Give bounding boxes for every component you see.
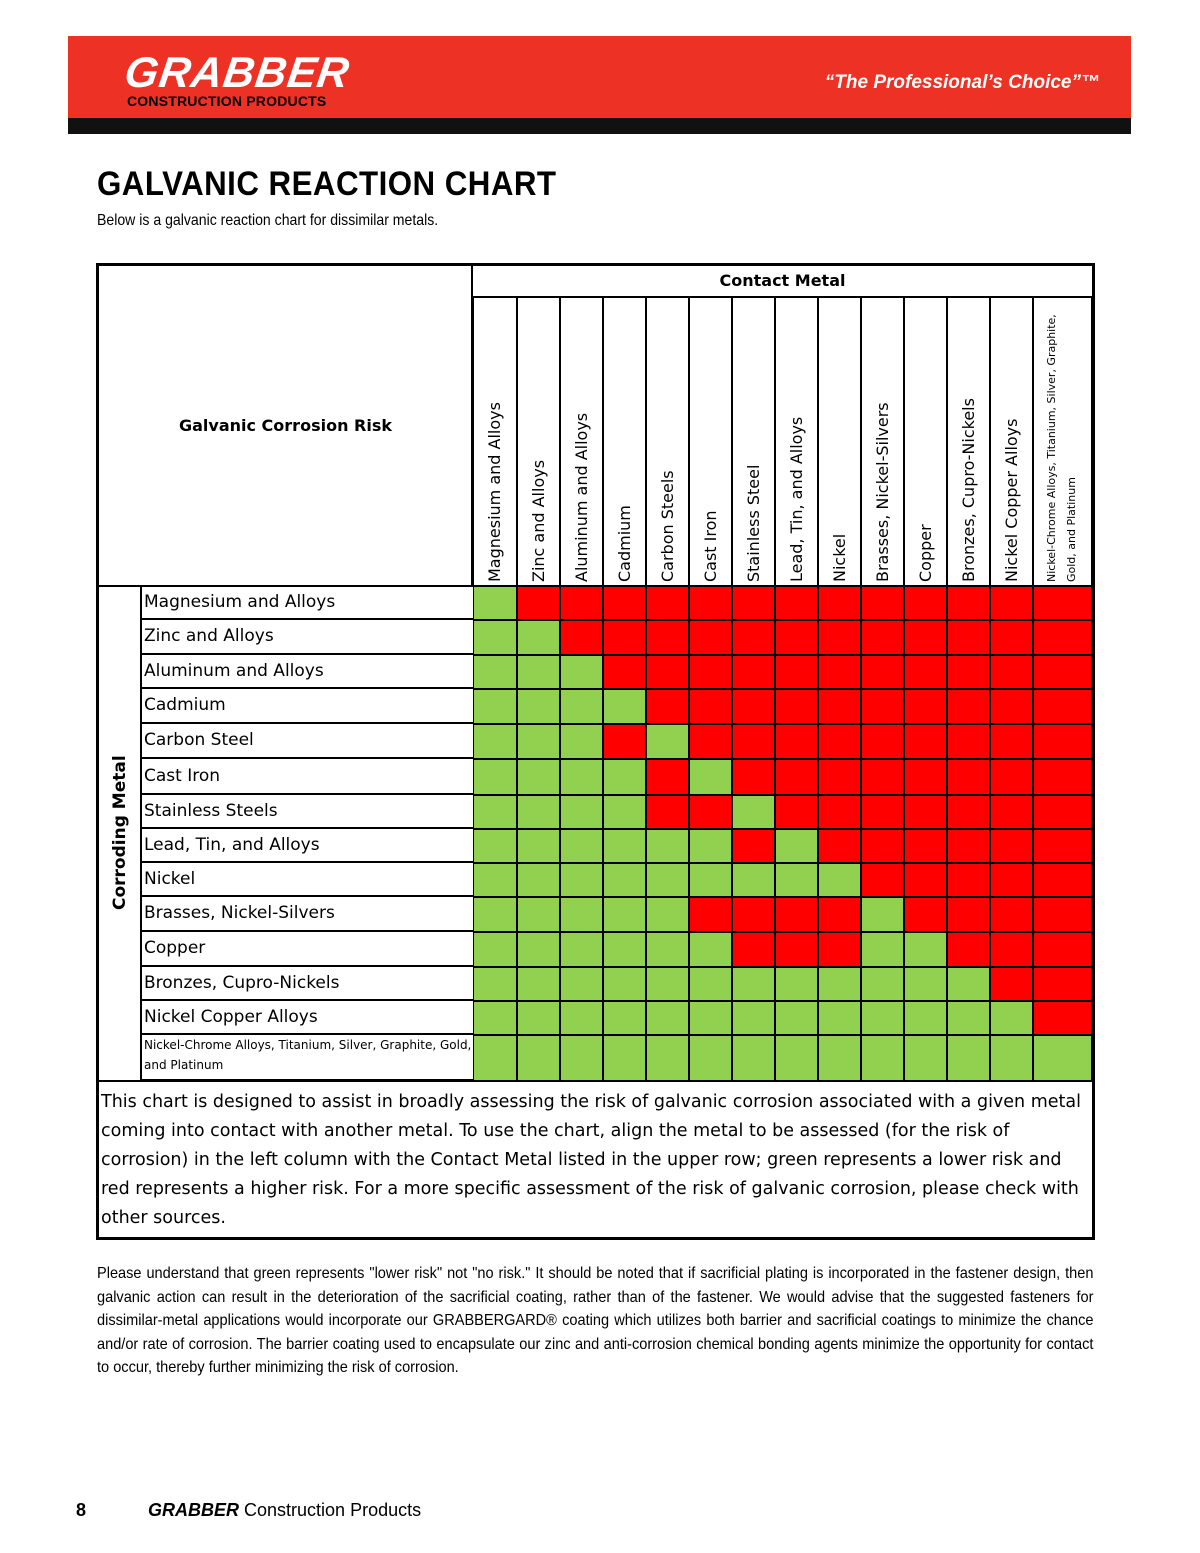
risk-cell-higher <box>689 897 732 932</box>
risk-cell-lower <box>904 932 947 967</box>
risk-cell-higher <box>732 689 775 724</box>
column-divider <box>817 296 819 586</box>
risk-cell-higher <box>904 689 947 724</box>
risk-cell-higher <box>990 863 1033 897</box>
risk-cell-higher <box>818 724 861 759</box>
risk-cell-higher <box>818 897 861 932</box>
risk-cell-higher <box>818 795 861 829</box>
risk-cell-higher <box>818 655 861 689</box>
chart-note: This chart is designed to assist in broadly assessing the risk of galvanic corrosion associated with a given metal coming into contact with another metal. To use the chart, align the metal to be assessed (for the risk of corrosion) in the left column with the Contact Metal listed in the upper row; green represents a lower risk and red represents a higher risk. For a more specific assessment of the risk of galvanic corrosion, please check with other sources. <box>101 1092 1081 1228</box>
brand-name: GRABBER <box>121 49 353 97</box>
risk-cell-higher <box>1033 863 1092 897</box>
page-title: GALVANIC REACTION CHART <box>97 165 557 203</box>
risk-cell-lower <box>861 967 904 1001</box>
risk-cell-higher <box>732 724 775 759</box>
column-header: Cast Iron <box>700 510 720 582</box>
column-divider <box>989 296 991 586</box>
risk-cell-higher <box>732 620 775 655</box>
risk-cell-lower <box>473 795 517 829</box>
risk-cell-lower <box>689 967 732 1001</box>
risk-cell-lower <box>473 897 517 932</box>
risk-cell-higher <box>1033 829 1092 863</box>
risk-cell-lower <box>473 655 517 689</box>
risk-cell-lower <box>560 724 603 759</box>
risk-cell-lower <box>732 795 775 829</box>
page-number: 8 <box>76 1500 87 1520</box>
risk-cell-lower <box>560 863 603 897</box>
risk-cell-lower <box>732 967 775 1001</box>
risk-cell-lower <box>732 1035 775 1081</box>
risk-cell-higher <box>646 655 689 689</box>
risk-cell-lower <box>517 759 560 795</box>
risk-cell-higher <box>775 759 818 795</box>
risk-cell-lower <box>517 1035 560 1081</box>
risk-cell-lower <box>560 932 603 967</box>
risk-cell-lower <box>646 1035 689 1081</box>
column-header: Copper <box>915 524 935 582</box>
risk-cell-higher <box>775 724 818 759</box>
risk-cell-higher <box>560 586 603 620</box>
risk-cell-lower <box>560 897 603 932</box>
risk-cell-lower <box>775 863 818 897</box>
risk-cell-higher <box>904 586 947 620</box>
risk-cell-higher <box>947 795 990 829</box>
risk-cell-higher <box>646 795 689 829</box>
risk-cell-lower <box>861 1001 904 1035</box>
risk-cell-higher <box>1033 655 1092 689</box>
risk-cell-lower <box>861 897 904 932</box>
risk-cell-higher <box>1033 689 1092 724</box>
risk-cell-higher <box>861 829 904 863</box>
risk-cell-higher <box>818 932 861 967</box>
risk-cell-lower <box>775 1001 818 1035</box>
risk-cell-higher <box>990 620 1033 655</box>
risk-cell-higher <box>689 724 732 759</box>
risk-cell-higher <box>603 655 646 689</box>
page-subtitle: Below is a galvanic reaction chart for dissimilar metals. <box>97 212 439 229</box>
column-header: Magnesium and Alloys <box>485 402 504 582</box>
risk-cell-lower <box>517 620 560 655</box>
column-divider <box>1032 296 1034 586</box>
column-header: Lead, Tin, and Alloys <box>786 416 806 582</box>
risk-cell-higher <box>947 689 990 724</box>
risk-cell-higher <box>732 932 775 967</box>
risk-cell-higher <box>689 795 732 829</box>
risk-cell-lower <box>732 1001 775 1035</box>
risk-cell-higher <box>904 795 947 829</box>
risk-cell-lower <box>517 897 560 932</box>
risk-cell-higher <box>775 932 818 967</box>
risk-cell-higher <box>990 759 1033 795</box>
risk-cell-lower <box>904 1001 947 1035</box>
risk-cell-lower <box>560 1035 603 1081</box>
column-divider <box>688 296 690 586</box>
risk-cell-higher <box>947 829 990 863</box>
risk-cell-higher <box>1033 759 1092 795</box>
risk-cell-higher <box>861 620 904 655</box>
corroding-column-divider <box>140 586 142 1081</box>
risk-cell-lower <box>517 724 560 759</box>
risk-cell-lower <box>473 586 517 620</box>
column-header: Bronzes, Cupro-Nickels <box>958 398 978 582</box>
risk-cell-lower <box>560 655 603 689</box>
row-header: Nickel-Chrome Alloys, Titanium, Silver, Graphite, Gold, and Platinum <box>141 1035 473 1081</box>
risk-cell-lower <box>603 1001 646 1035</box>
risk-cell-lower <box>646 897 689 932</box>
risk-cell-lower <box>904 967 947 1001</box>
risk-cell-lower <box>861 932 904 967</box>
column-divider <box>645 296 647 586</box>
risk-cell-higher <box>904 759 947 795</box>
risk-cell-lower <box>646 724 689 759</box>
risk-cell-lower <box>473 724 517 759</box>
risk-cell-lower <box>775 1035 818 1081</box>
risk-cell-higher <box>947 863 990 897</box>
row-header: Copper <box>141 932 473 967</box>
risk-cell-lower <box>732 863 775 897</box>
risk-cell-higher <box>603 586 646 620</box>
risk-cell-lower <box>689 1035 732 1081</box>
footer-brand-name: GRABBER <box>148 1500 240 1520</box>
risk-cell-higher <box>947 620 990 655</box>
column-divider <box>602 296 604 586</box>
risk-cell-higher <box>1033 897 1092 932</box>
column-header: Cadmium <box>614 505 634 582</box>
header-bottom-line <box>99 585 1092 587</box>
risk-cell-lower <box>689 759 732 795</box>
risk-cell-lower <box>603 829 646 863</box>
risk-cell-higher <box>990 932 1033 967</box>
risk-cell-higher <box>990 897 1033 932</box>
risk-cell-lower <box>1033 1035 1092 1081</box>
column-divider <box>731 296 733 586</box>
risk-cell-lower <box>603 967 646 1001</box>
risk-cell-higher <box>1033 967 1092 1001</box>
risk-cell-lower <box>861 1035 904 1081</box>
header-divider <box>471 266 473 586</box>
risk-cell-lower <box>818 1001 861 1035</box>
column-header: Aluminum and Alloys <box>571 412 591 582</box>
risk-cell-lower <box>517 689 560 724</box>
risk-cell-lower <box>603 863 646 897</box>
risk-cell-higher <box>818 829 861 863</box>
risk-cell-higher <box>947 724 990 759</box>
risk-cell-higher <box>775 586 818 620</box>
risk-cell-lower <box>560 829 603 863</box>
risk-cell-higher <box>775 620 818 655</box>
risk-cell-lower <box>560 1001 603 1035</box>
risk-cell-lower <box>473 759 517 795</box>
row-header: Lead, Tin, and Alloys <box>141 829 473 863</box>
risk-cell-higher <box>947 759 990 795</box>
risk-cell-higher <box>818 586 861 620</box>
contact-metal-heading: Contact Metal <box>473 266 1092 298</box>
risk-cell-lower <box>646 829 689 863</box>
risk-cell-higher <box>818 759 861 795</box>
risk-cell-lower <box>517 1001 560 1035</box>
column-header: Brasses, Nickel-Silvers <box>872 402 892 582</box>
risk-cell-higher <box>603 724 646 759</box>
risk-cell-higher <box>646 689 689 724</box>
risk-cell-higher <box>818 620 861 655</box>
risk-cell-higher <box>689 586 732 620</box>
column-divider <box>516 296 518 586</box>
risk-cell-higher <box>861 655 904 689</box>
column-divider <box>774 296 776 586</box>
risk-cell-lower <box>517 932 560 967</box>
risk-cell-higher <box>732 829 775 863</box>
risk-cell-higher <box>990 829 1033 863</box>
risk-cell-higher <box>861 586 904 620</box>
risk-cell-lower <box>947 1035 990 1081</box>
risk-cell-lower <box>560 795 603 829</box>
risk-cell-higher <box>732 897 775 932</box>
column-header: Carbon Steels <box>657 470 677 582</box>
risk-cell-lower <box>560 967 603 1001</box>
risk-cell-lower <box>560 689 603 724</box>
risk-cell-lower <box>947 1001 990 1035</box>
risk-cell-lower <box>517 795 560 829</box>
risk-cell-higher <box>646 586 689 620</box>
risk-cell-higher <box>861 863 904 897</box>
risk-cell-lower <box>689 863 732 897</box>
column-divider <box>1091 296 1093 586</box>
risk-cell-higher <box>990 689 1033 724</box>
corroding-metal-heading: Corroding Metal <box>110 755 130 910</box>
risk-cell-lower <box>603 932 646 967</box>
column-header: Nickel Copper Alloys <box>1001 418 1021 582</box>
risk-cell-lower <box>947 967 990 1001</box>
risk-cell-lower <box>689 829 732 863</box>
footer-brand-rest: Construction Products <box>239 1500 422 1520</box>
column-header: Zinc and Alloys <box>528 459 548 582</box>
brand-logo <box>121 49 353 109</box>
risk-cell-lower <box>904 1035 947 1081</box>
column-header: Nickel <box>829 533 849 582</box>
risk-cell-higher <box>904 655 947 689</box>
column-header: Nickel-Chrome Alloys, Titanium, Silver, Graphite, Gold, and Platinum <box>1044 314 1078 582</box>
row-header: Nickel <box>141 863 473 897</box>
risk-cell-higher <box>947 932 990 967</box>
risk-cell-lower <box>603 795 646 829</box>
row-header: Carbon Steel <box>141 724 473 759</box>
column-divider <box>860 296 862 586</box>
risk-cell-higher <box>646 759 689 795</box>
risk-cell-lower <box>473 689 517 724</box>
risk-cell-lower <box>473 620 517 655</box>
column-divider <box>559 296 561 586</box>
row-header: Zinc and Alloys <box>141 620 473 655</box>
risk-cell-higher <box>646 620 689 655</box>
risk-cell-higher <box>990 724 1033 759</box>
risk-cell-higher <box>904 829 947 863</box>
risk-cell-higher <box>517 586 560 620</box>
risk-cell-higher <box>732 759 775 795</box>
risk-cell-higher <box>560 620 603 655</box>
risk-cell-lower <box>646 932 689 967</box>
risk-cell-higher <box>775 897 818 932</box>
risk-cell-lower <box>775 967 818 1001</box>
risk-cell-higher <box>947 897 990 932</box>
row-header: Cadmium <box>141 689 473 724</box>
risk-cell-higher <box>990 967 1033 1001</box>
risk-cell-higher <box>1033 795 1092 829</box>
column-divider <box>946 296 948 586</box>
risk-cell-higher <box>947 586 990 620</box>
risk-cell-higher <box>1033 932 1092 967</box>
risk-cell-lower <box>603 759 646 795</box>
risk-cell-higher <box>1033 1001 1092 1035</box>
row-header: Cast Iron <box>141 759 473 795</box>
risk-cell-higher <box>990 795 1033 829</box>
footer-brand <box>148 1500 421 1521</box>
tagline: “The Professional’s Choice”™ <box>824 72 1100 93</box>
brand-subtitle: CONSTRUCTION PRODUCTS <box>127 93 327 109</box>
risk-cell-lower <box>646 863 689 897</box>
risk-cell-lower <box>603 1035 646 1081</box>
risk-heading: Galvanic Corrosion Risk <box>178 416 392 435</box>
risk-cell-higher <box>990 586 1033 620</box>
risk-cell-higher <box>732 655 775 689</box>
risk-cell-higher <box>861 759 904 795</box>
risk-cell-higher <box>861 795 904 829</box>
risk-cell-higher <box>861 689 904 724</box>
row-header: Aluminum and Alloys <box>141 655 473 689</box>
risk-cell-higher <box>990 655 1033 689</box>
disclaimer-paragraph: Please understand that green represents "lower risk" not "no risk." It should be noted that if sacrificial plating is incorporated in the fastener design, then galvanic action can result in the deterioration of the sacrificial coating, rather than of the fastener. We would advise that the suggested fasteners for dissimilar-metal applications would incorporate our GRABBERGARD® coating which utilizes both barrier and sacrificial coatings to minimize the chance and/or rate of corrosion. The barrier coating used to encapsulate our zinc and anti-corrosion chemical bonding agents minimize the opportunity for contact to occur, thereby further minimizing the risk of corrosion. <box>97 1265 1094 1376</box>
risk-cell-higher <box>818 689 861 724</box>
risk-cell-lower <box>990 1035 1033 1081</box>
row-header: Brasses, Nickel-Silvers <box>141 897 473 932</box>
risk-cell-higher <box>1033 724 1092 759</box>
risk-cell-lower <box>473 967 517 1001</box>
risk-cell-higher <box>1033 620 1092 655</box>
risk-cell-higher <box>1033 586 1092 620</box>
risk-cell-lower <box>473 829 517 863</box>
risk-cell-lower <box>473 932 517 967</box>
risk-cell-lower <box>775 829 818 863</box>
risk-cell-lower <box>818 967 861 1001</box>
risk-cell-lower <box>689 932 732 967</box>
risk-cell-higher <box>947 655 990 689</box>
risk-cell-lower <box>517 967 560 1001</box>
row-header: Nickel Copper Alloys <box>141 1001 473 1035</box>
risk-cell-higher <box>775 795 818 829</box>
risk-cell-lower <box>818 863 861 897</box>
risk-cell-lower <box>560 759 603 795</box>
risk-cell-lower <box>818 1035 861 1081</box>
risk-cell-higher <box>904 863 947 897</box>
row-header: Magnesium and Alloys <box>141 586 473 620</box>
risk-cell-lower <box>689 1001 732 1035</box>
matrix-bottom-line <box>99 1080 1092 1082</box>
risk-cell-higher <box>775 689 818 724</box>
risk-cell-lower <box>646 1001 689 1035</box>
risk-cell-higher <box>603 620 646 655</box>
risk-cell-higher <box>689 655 732 689</box>
risk-cell-higher <box>904 724 947 759</box>
risk-cell-higher <box>689 620 732 655</box>
row-header: Bronzes, Cupro-Nickels <box>141 967 473 1001</box>
risk-cell-higher <box>904 897 947 932</box>
risk-cell-higher <box>689 689 732 724</box>
risk-cell-higher <box>775 655 818 689</box>
row-header: Stainless Steels <box>141 795 473 829</box>
risk-cell-lower <box>517 829 560 863</box>
risk-cell-lower <box>473 863 517 897</box>
column-header: Stainless Steel <box>743 464 763 582</box>
header-bar <box>68 118 1131 134</box>
risk-cell-higher <box>732 586 775 620</box>
risk-cell-lower <box>603 689 646 724</box>
risk-cell-lower <box>603 897 646 932</box>
risk-cell-lower <box>517 655 560 689</box>
column-divider <box>903 296 905 586</box>
risk-cell-lower <box>646 967 689 1001</box>
risk-cell-lower <box>990 1001 1033 1035</box>
risk-cell-higher <box>904 620 947 655</box>
risk-cell-lower <box>473 1001 517 1035</box>
risk-cell-lower <box>473 1035 517 1081</box>
risk-cell-lower <box>517 863 560 897</box>
risk-cell-higher <box>861 724 904 759</box>
